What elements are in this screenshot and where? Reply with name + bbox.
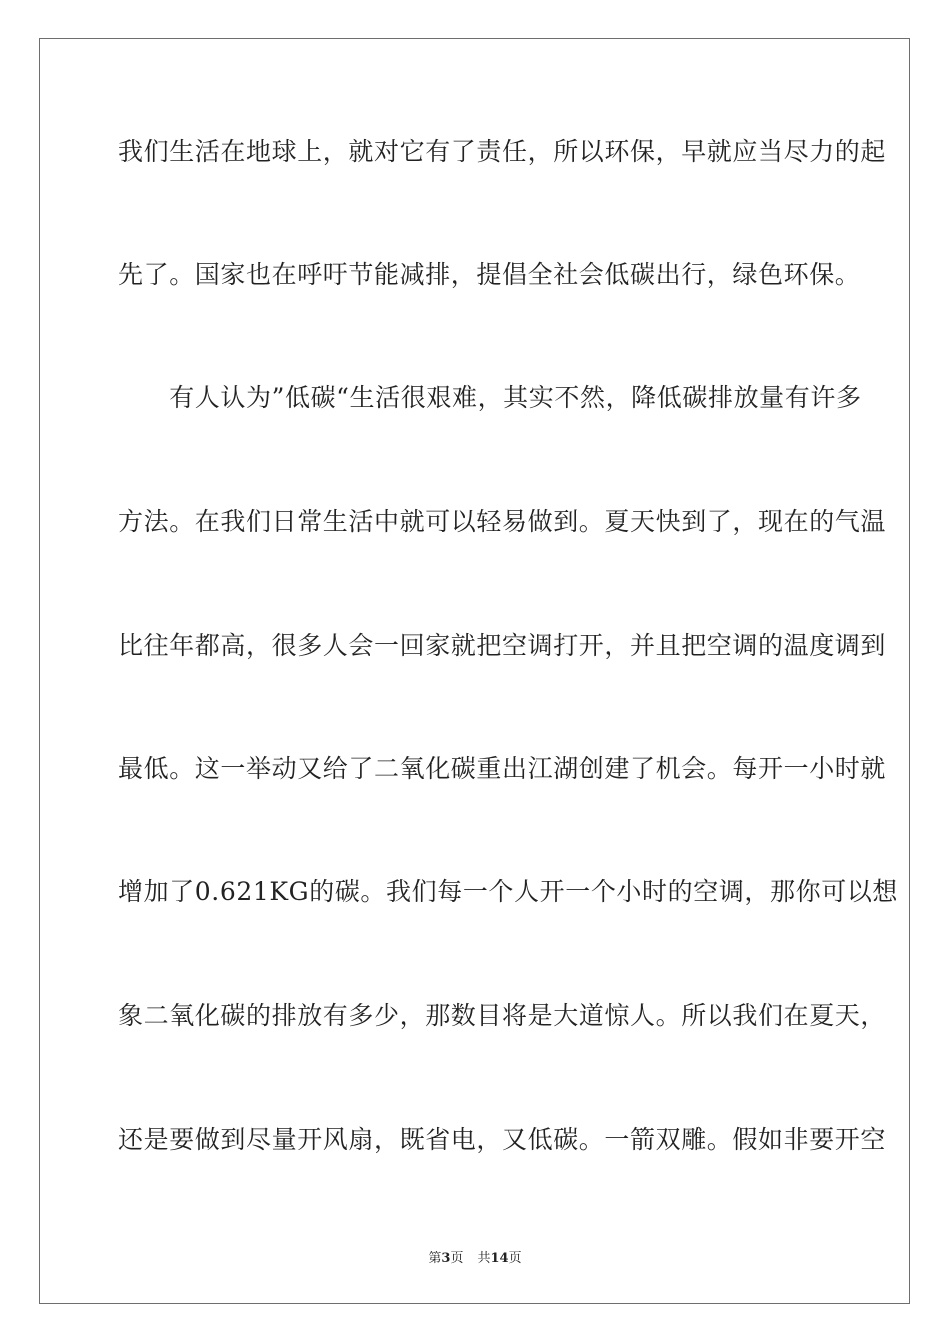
page-border <box>39 38 910 1304</box>
body-text-line: 象二氧化碳的排放有多少，那数目将是大道惊人。所以我们在夏天， <box>118 1001 887 1030</box>
body-text-line: 有人认为”低碳“生活很艰难，其实不然，降低碳排放量有许多 <box>118 383 862 412</box>
body-text-line: 方法。在我们日常生活中就可以轻易做到。夏天快到了，现在的气温 <box>118 507 887 536</box>
body-text-line: 最低。这一举动又给了二氧化碳重出江湖创建了机会。每开一小时就 <box>118 754 887 783</box>
total-prefix: 共 <box>477 1251 491 1266</box>
page-footer <box>0 1247 950 1266</box>
body-text-line: 我们生活在地球上，就对它有了责任，所以环保，早就应当尽力的起 <box>118 137 887 166</box>
body-text-line: 先了。国家也在呼吁节能减排，提倡全社会低碳出行，绿色环保。 <box>118 260 861 289</box>
total-pages-number: 14 <box>490 1251 509 1266</box>
body-text-line: 比往年都高，很多人会一回家就把空调打开，并且把空调的温度调到 <box>118 631 887 660</box>
total-suffix: 页 <box>508 1251 522 1266</box>
page-prefix: 第 <box>428 1251 442 1266</box>
current-page-number: 3 <box>441 1251 451 1266</box>
body-text-line: 增加了0.621KG的碳。我们每一个人开一个小时的空调，那你可以想 <box>118 877 899 906</box>
body-text-line: 还是要做到尽量开风扇，既省电，又低碳。一箭双雕。假如非要开空 <box>118 1125 887 1154</box>
page-suffix: 页 <box>450 1251 464 1266</box>
